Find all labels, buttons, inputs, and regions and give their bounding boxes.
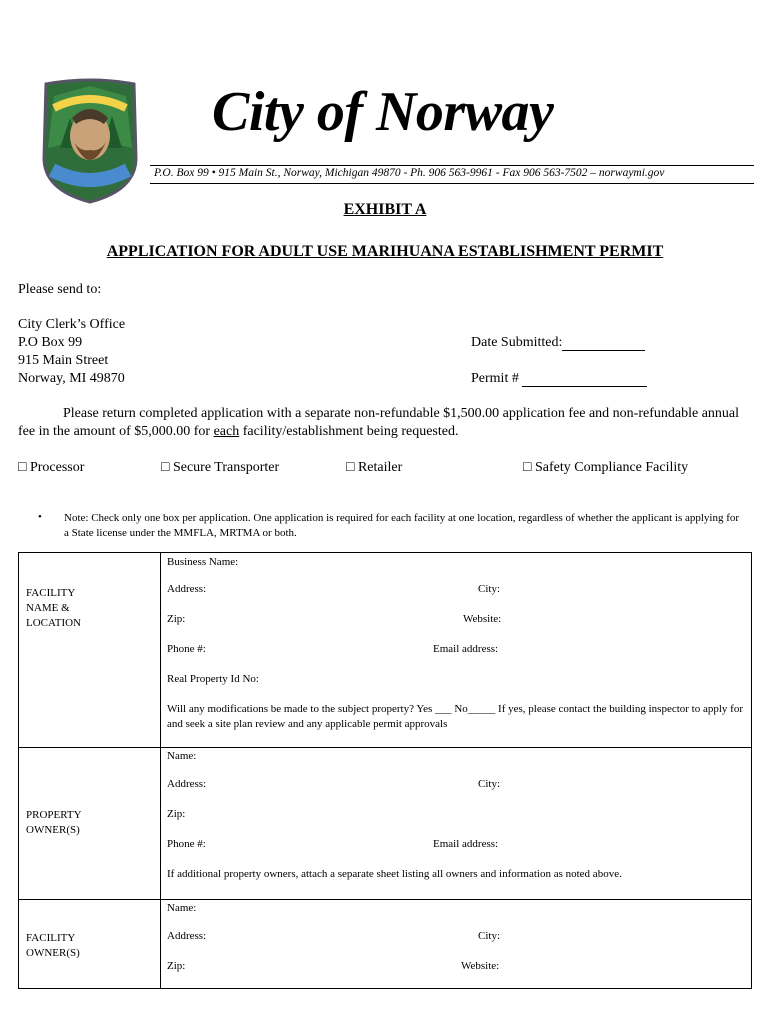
option-processor[interactable]: □ Processor <box>18 460 85 475</box>
option-retailer[interactable]: □ Retailer <box>346 460 403 475</box>
address-bar <box>150 165 754 184</box>
checkbox-icon[interactable]: □ <box>346 460 355 475</box>
option-secure-transporter[interactable]: □ Secure Transporter <box>161 460 280 475</box>
owner-name-field[interactable]: Name: <box>167 750 197 762</box>
facility-owner-label: FACILITY OWNER(S) <box>26 932 80 959</box>
facility-owner-city-field[interactable]: City: <box>478 930 501 942</box>
property-owner-fields <box>161 748 752 900</box>
facility-label-cell <box>19 553 161 748</box>
facility-owner-website-field[interactable]: Website: <box>461 960 500 972</box>
property-owner-label-cell <box>19 748 161 900</box>
send-to-line: 915 Main Street <box>18 353 109 368</box>
owner-city-field[interactable]: City: <box>478 778 501 790</box>
date-submitted-label: Date Submitted: <box>471 335 563 350</box>
email-field[interactable]: Email address: <box>433 643 499 655</box>
modifications-question[interactable]: Will any modifications be made to the subject property? Yes ___ No_____ If yes, please contact the building inspector to apply for and seek a site plan review and any applicable permit approvals <box>167 703 744 730</box>
exhibit-heading: EXHIBIT A <box>343 201 427 218</box>
facility-owner-address-field[interactable]: Address: <box>167 930 207 942</box>
city-title: City of Norway <box>212 81 554 143</box>
instructions-paragraph: Please return completed application with a separate non-refundable $1,500.00 application fee and non-refundable annual fee in the amount of $5,000.00 for each facility/establishment being requested. <box>18 406 740 439</box>
real-property-id-field[interactable]: Real Property Id No: <box>167 673 259 685</box>
additional-owners-note: If additional property owners, attach a separate sheet listing all owners and information as noted above. <box>167 868 622 880</box>
facility-label: FACILITY NAME & LOCATION <box>26 587 81 629</box>
owner-phone-field[interactable]: Phone #: <box>167 838 206 850</box>
permit-number-row <box>471 371 647 387</box>
city-field[interactable]: City: <box>478 583 501 595</box>
date-submitted-field[interactable] <box>562 336 645 351</box>
owner-address-field[interactable]: Address: <box>167 778 207 790</box>
send-to-line: City Clerk’s Office <box>18 317 126 332</box>
send-to-line: Norway, MI 49870 <box>18 371 125 386</box>
send-to-label: Please send to: <box>18 282 102 297</box>
facility-owner-name-field[interactable]: Name: <box>167 902 197 914</box>
option-safety-compliance[interactable]: □ Safety Compliance Facility <box>523 460 689 475</box>
owner-zip-field[interactable]: Zip: <box>167 808 186 820</box>
application-form-table <box>18 552 752 989</box>
address-field[interactable]: Address: <box>167 583 207 595</box>
address-line: P.O. Box 99 • 915 Main St., Norway, Michigan 49870 - Ph. 906 563-9961 - Fax 906 563-7502 – norwaymi.gov <box>154 167 665 179</box>
application-title: APPLICATION FOR ADULT USE MARIHUANA ESTABLISHMENT PERMIT <box>106 243 664 260</box>
permit-number-field[interactable] <box>522 372 647 387</box>
send-to-line: P.O Box 99 <box>18 335 83 350</box>
city-seal-logo <box>40 78 140 204</box>
checkbox-icon[interactable]: □ <box>18 460 27 475</box>
date-submitted-row <box>471 335 645 351</box>
note-text: Note: Check only one box per application. One application is required for each facility at one location, regardless of whether the applicant is applying for a State license under the MMFLA, MRTMA or both. <box>64 512 740 539</box>
checkbox-icon[interactable]: □ <box>523 460 532 475</box>
owner-email-field[interactable]: Email address: <box>433 838 499 850</box>
property-owner-section <box>19 748 752 900</box>
facility-owner-label-cell <box>19 900 161 989</box>
checkbox-icon[interactable]: □ <box>161 460 170 475</box>
facility-owner-fields <box>161 900 752 989</box>
zip-field[interactable]: Zip: <box>167 613 186 625</box>
business-name-field[interactable]: Business Name: <box>167 556 239 568</box>
facility-fields <box>161 553 752 748</box>
facility-owner-zip-field[interactable]: Zip: <box>167 960 186 972</box>
permit-number-label: Permit # <box>471 371 519 386</box>
facility-owner-section <box>19 900 752 989</box>
bullet-icon: • <box>38 511 42 523</box>
website-field[interactable]: Website: <box>463 613 502 625</box>
phone-field[interactable]: Phone #: <box>167 643 206 655</box>
facility-section <box>19 553 752 748</box>
property-owner-label: PROPERTY OWNER(S) <box>26 809 82 836</box>
